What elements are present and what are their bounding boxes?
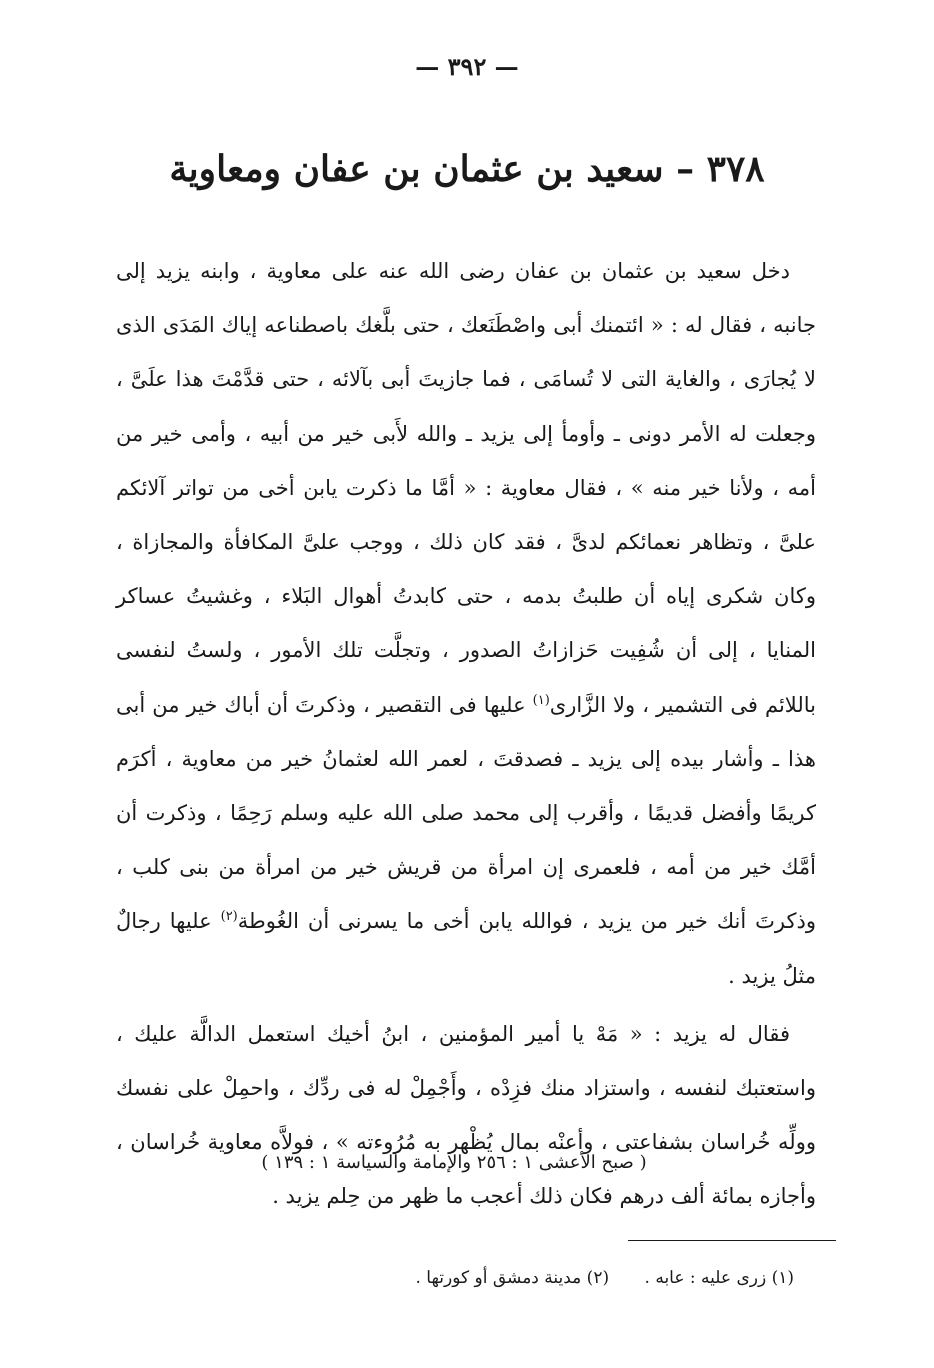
paragraph-2: فقال له يزيد : « مَهْ يا أمير المؤمنين ، ابنُ أخيك استعمل الدالَّة عليك ، واستعتبك لنفسه ، واستزاد منك فزِدْه ، وأَجْمِلْ له فى ردِّك ، واحمِلْ على نفسك وولِّه خُراسان بشفاعتى ، وأعنْه بمال يُظْهر به مُرُوءته » ، فولاَّه معاوية خُراسان ، وأجازه بمائة ألف درهم فكان ذلك أعجب ما ظهر من حِلم يزيد . xyxy=(116,1021,816,1209)
source-reference: ( صبح الأعشى ١ : ٢٥٦ والإمامة والسياسة ١ : ١٣٩ ) xyxy=(261,1152,647,1173)
footnote-1: (١) زرى عليه : عابه . xyxy=(644,1268,794,1288)
footnotes xyxy=(314,1268,794,1288)
paragraph-1-end: عليها رجالٌ مثلُ يزيد . xyxy=(116,909,816,988)
paragraph-1-continuation: عليها فى التقصير ، وذكرتَ أن أباك خير من أبى هذا ـ وأشار بيده إلى يزيد ـ فصدقتَ ، لعمر الله لعثمانُ خير من معاوية ، أكرَم كريمًا وأفضل قديمًا ، وأقرب إلى محمد صلى الله عليه وسلم رَحِمًا ، وذكرت أن أمَّك خير من أمه ، فلعمرى إن امرأة من قريش خير من امرأة من بنى كلب ، وذكرتَ أنك خير من يزيد ، فوالله يابن أخى ما يسرنى أن الغُوطة xyxy=(116,692,816,934)
chapter-title: ٣٧٨ – سعيد بن عثمان بن عفان ومعاوية xyxy=(169,148,765,190)
footnote-2: (٢) مدينة دمشق أو كورتها . xyxy=(415,1268,610,1288)
page-number: — ٣٩٢ — xyxy=(415,52,519,81)
body-text xyxy=(116,244,816,1224)
paragraph-1-text: دخل سعيد بن عثمان بن عفان رضى الله عنه على معاوية ، وابنه يزيد إلى جانبه ، فقال له : « ائتمنك أبى واصْطَنَعك ، حتى بلَّغك باصطناعه إياك المَدَى الذى لا يُجارَى ، والغاية التى لا تُسامَى ، فما جازيتَ أبى بآلائه ، حتى قدَّمْتَ هذا علَىَّ ، وجعلت له الأمر دونى ـ وأومأ إلى يزيد ـ والله لأَبى خير من أبيه ، وأمى خير من أمه ، ولأنا خير منه » ، فقال معاوية : « أمَّا ما ذكرت يابن أخى من تواتر آلائكم علىَّ ، وتظاهر نعمائكم لدىَّ ، فقد كان ذلك ، ووجب علىَّ المكافأة والمجازاة ، وكان شكرى إياه أن طلبتُ بدمه ، حتى كابدتُ أهوال البَلاء ، وغشيتُ عساكر المنايا ، إلى أن شُفِيت حَزازاتُ الصدور ، وتجلَّت تلك الأمور ، ولستُ لنفسى باللائم فى التشمير ، ولا الزَّارى xyxy=(116,259,816,717)
footnote-marker-2: (٢) xyxy=(220,909,238,925)
paragraph-1 xyxy=(116,244,816,1003)
footnote-marker-1: (١) xyxy=(532,692,550,708)
footnote-divider xyxy=(628,1240,836,1241)
